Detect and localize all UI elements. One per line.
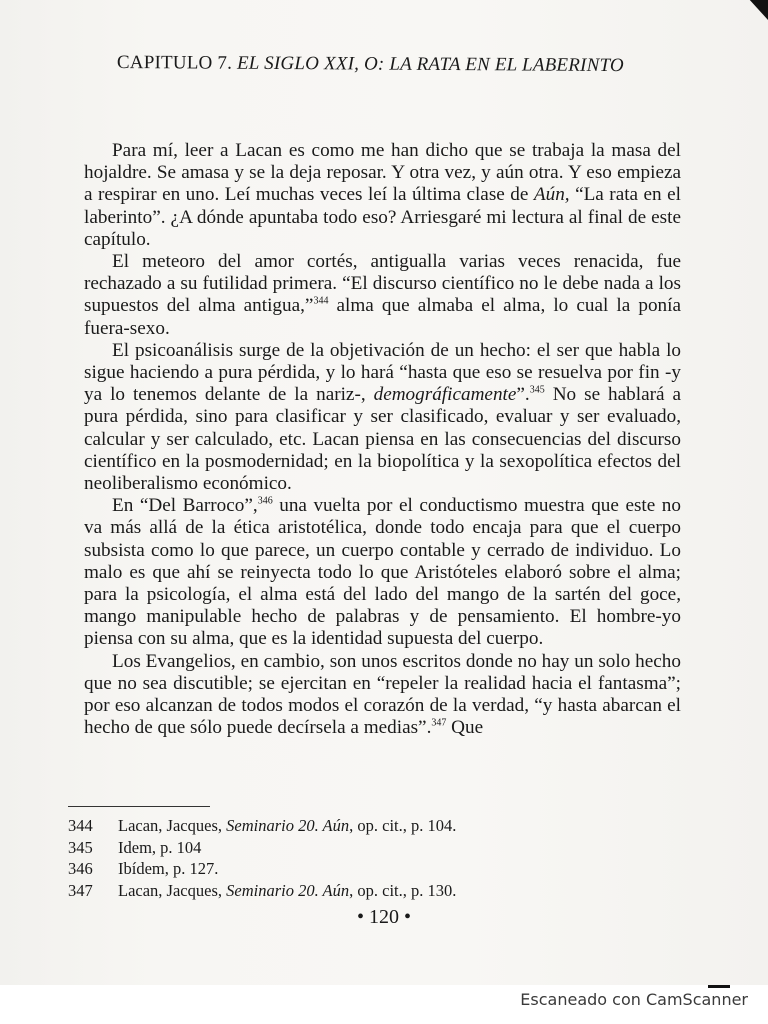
paragraph-1-text: Para mí, leer a Lacan es como me han dicho que se trabaja la masa del hojaldre. Se amasa y se la deja reposar. Y otra vez, y aún otra. Y eso empieza a respirar en uno. Leí muchas veces leí la última clase de	[84, 140, 681, 206]
scan-corner-shadow	[742, 0, 768, 20]
paragraph-4	[84, 495, 681, 650]
paragraph-4-text: En “Del Barroco”,	[112, 495, 258, 517]
footnote-ref-344: 344	[313, 296, 329, 308]
footnote-number: 345	[68, 837, 93, 857]
paragraph-2	[84, 251, 681, 340]
chapter-heading	[117, 52, 677, 77]
footnote-divider	[68, 806, 210, 807]
footnote-item	[68, 815, 668, 837]
chapter-subtitle: EL SIGLO XXI, O: LA RATA EN EL LABERINTO	[236, 52, 624, 77]
italic-term: demográficamente	[373, 384, 517, 406]
footnote-author: Lacan, Jacques,	[118, 880, 227, 900]
footnote-number: 347	[68, 880, 93, 900]
footnote-author: Ibídem, p. 127.	[118, 859, 219, 878]
paragraph-2-end: alma que almaba el alma, lo cual la ponía fuera-sexo.	[84, 295, 681, 339]
footnote-title: Seminario 20. Aún	[226, 816, 350, 835]
paragraph-1-end: “La rata en el laberinto”. ¿A dónde apuntaba todo eso? Arriesgaré mi lectura al final de este capítulo.	[84, 184, 681, 250]
footnote-title: Seminario 20. Aún	[226, 880, 350, 900]
paragraph-2-text: El meteoro del amor cortés, antigualla varias veces renacida, fue rechazado a su futilidad primera. “El discurso científico no le debe nada a los supuestos del alma antigua,”	[84, 251, 681, 317]
paragraph-3-text: El psicoanálisis surge de la objetivación de un hecho: el ser que habla lo sigue haciendo a pura pérdida, y lo hará “hasta que eso se resuelva por fin -y ya lo tenemos delante de la nariz-,	[84, 339, 681, 406]
camscanner-watermark: Escaneado con CamScanner	[520, 990, 748, 1009]
footnote-ref: , op. cit., p. 104.	[349, 816, 457, 835]
footnote-text	[118, 815, 456, 837]
footnote-item	[68, 837, 668, 859]
paragraph-4-end: una vuelta por el conductismo muestra que este no va más allá de la ética aristotélica, donde todo encaja para que el cuerpo subsista como lo que parece, un cuerpo contable y cerrado de individuo. Lo malo es que ahí se reinyecta todo lo que Aristóteles elaboró sobre el alma; para la psicología, el alma está del lado del mango de la sartén del goce, mango manipulable hecho de palabras y de pensamiento. El hombre-yo piensa con su alma, que es la identidad supuesta del cuerpo.	[84, 495, 681, 650]
book-title-aun: Aún,	[533, 184, 570, 206]
footnotes	[68, 815, 668, 901]
footnote-ref: , op. cit., p. 130.	[349, 880, 457, 900]
footnote-item	[68, 858, 668, 880]
footnote-author: Lacan, Jacques,	[118, 816, 227, 835]
paragraph-3	[84, 340, 681, 495]
footnote-item	[68, 880, 668, 902]
body-text	[84, 140, 681, 739]
footnote-text	[118, 837, 201, 859]
footnote-number: 344	[68, 816, 93, 835]
paragraph-1	[84, 140, 681, 251]
footnote-ref-346: 346	[257, 495, 273, 507]
footnote-text	[118, 858, 218, 880]
footnote-text	[118, 880, 456, 902]
paragraph-5-text: Los Evangelios, en cambio, son unos escritos donde no hay un solo hecho que no sea discutible; se ejercitan en “repeler la realidad hacia el fantasma”; por eso alcanzan de todos modos el corazón de la verdad, “y hasta abarcan el hecho de que sólo puede decírsela a medias”.	[84, 650, 681, 739]
paragraph-3-end: No se hablará a pura pérdida, sino para clasificar y ser clasificado, evaluar y ser evaluado, calcular y ser calculado, etc. Lacan piensa en las consecuencias del discurso científico en la posmodernidad; en la biopolítica y la sexopolítica efectos del neoliberalismo económico.	[84, 384, 681, 495]
closing-quote: ”.	[516, 384, 530, 406]
chapter-label: CAPITULO 7.	[116, 52, 238, 74]
footnote-number: 346	[68, 859, 93, 878]
paragraph-5-end: Que	[446, 717, 484, 739]
page-number: • 120 •	[356, 906, 411, 928]
paragraph-5	[84, 651, 681, 740]
footnote-ref-347: 347	[431, 717, 447, 729]
scanner-mark	[708, 985, 730, 988]
footnote-author: Idem, p. 104	[118, 837, 202, 857]
footnote-ref-345: 345	[529, 384, 545, 396]
